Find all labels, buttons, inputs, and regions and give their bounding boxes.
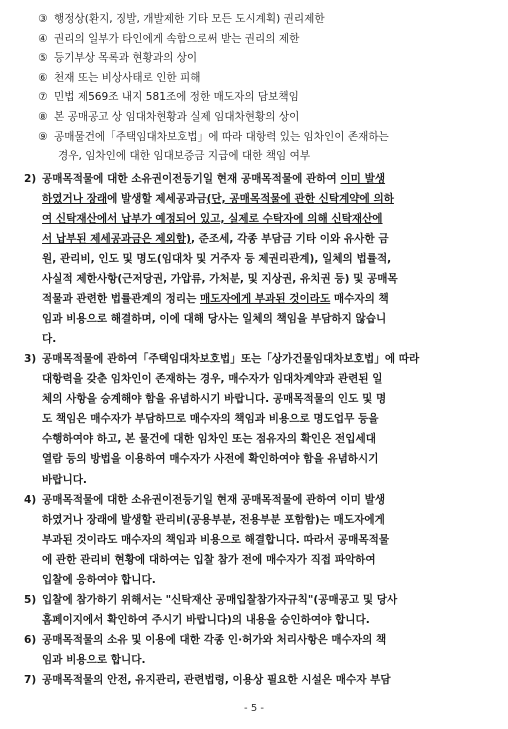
paragraph-6-line	[42, 650, 146, 670]
text-run: 임과 비용으로 합니다.	[42, 653, 146, 666]
item-text: 공매물건에「주택임대차보호법」에 따라 대항력 있는 임차인이 존재하는	[54, 130, 389, 143]
text-run: 공매목적물에 대한 소유권이전등기일 현재 공매목적물에 관하여 이미 발생	[42, 493, 386, 506]
paragraph-number: 2)	[24, 172, 37, 185]
paragraph-2-line: 원, 관리비, 인도 및 명도(임대차 및 거주자 등 제권리관계), 일체의 법률적,	[42, 253, 392, 265]
underlined-text: (단, 공매목적물에 관한 신탁계약에 의하	[206, 192, 394, 205]
item-number: ⑤	[38, 52, 48, 65]
item-text: 본 공매공고 상 임대차현황과 실제 임대차현황의 상이	[54, 111, 300, 123]
paragraph-5-line	[42, 610, 370, 630]
paragraph-4-line: 하였거나 장래에 발생할 관리비(공용부분, 전용부분 포함함)는 매도자에게	[42, 513, 385, 526]
text-run: 입찰에 참가하기 위해서는 "신탁재산 공매입찰참가자규칙"(공매공고 및 당사	[42, 593, 398, 606]
paragraph-5-line	[24, 590, 397, 610]
paragraph-number: 7)	[24, 674, 37, 686]
underlined-text: 여 신탁재산에서 납부가 예정되어 있고, 실제로 수탁자에 의해 신탁재산에	[42, 212, 383, 225]
item-text: 천재 또는 비상사태로 인한 피해	[54, 71, 201, 84]
underlined-text: 매도자에게 부과된 것이라도	[200, 293, 331, 306]
paragraph-2-line: 사실적 제한사항(근저당권, 가압류, 가처분, 및 지상권, 유치권 등) 및 공매목	[42, 273, 398, 285]
paragraph-3-line: 열람 등의 방법을 이용하여 매수자가 사전에 확인하여야 함을 유념하시기	[42, 453, 379, 466]
item-number: ⑦	[38, 91, 48, 104]
paragraph-number: 5)	[24, 593, 37, 606]
paragraph-7-line	[24, 670, 391, 690]
paragraph-3-line: 바랍니다.	[42, 473, 87, 486]
text-run: 공매목적물의 안전, 유지관리, 관련법령, 이용상 필요한 시설은 매수자 부담	[42, 674, 391, 686]
item-number: ⑨	[38, 130, 48, 143]
paragraph-2-line: 임과 비용으로 해결하며, 이에 대해 당사는 일체의 책임을 부담하지 않습니	[42, 313, 387, 326]
text-run: 적물과 관련한 법률관계의 정리는	[42, 293, 201, 306]
paragraph-3-line: 체의 사항을 승계해야 함을 유념하시기 바랍니다. 공매목적물의 인도 및 명	[42, 393, 387, 406]
text-run: 매수자의 책	[330, 293, 389, 306]
item-number: ③	[38, 13, 48, 25]
paragraph-6-line	[24, 630, 386, 650]
underlined-text: 하였거나 장래	[42, 192, 108, 205]
list-item-continuation: 경우, 임차인에 대한 임대보증금 지급에 대한 책임 여부	[58, 150, 311, 163]
paragraph-4-line: 에 관한 관리비 현황에 대하여는 입찰 참가 전에 매수자가 직접 파악하여	[42, 553, 376, 566]
text-run: 홈페이지에서 확인하여 주시기 바랍니다)의 내용을 승인하여야 합니다.	[42, 613, 370, 626]
text-run: , 준조세, 각종 부담금 기타 이와 유사한 금	[190, 232, 389, 245]
text-run: 공매목적물에 관하여「주택임대차보호법」또는「상가건물임대차보호법」에 따라	[42, 353, 420, 366]
item-text: 행정상(환지, 징발, 개발제한 기타 모든 도시계획) 권리제한	[54, 13, 325, 25]
item-number: ⑥	[38, 71, 48, 84]
paragraph-number: 4)	[24, 493, 37, 506]
text-run: 공매목적물의 소유 및 이용에 대한 각종 인·허가와 처리사항은 매수자의 책	[42, 633, 387, 646]
paragraph-number: 3)	[24, 353, 37, 366]
item-text: 권리의 일부가 타인에게 속함으로써 받는 권리의 제한	[54, 32, 300, 45]
text-run: 공매목적물에 대한 소유권이전등기일 현재 공매목적물에 관하여	[42, 172, 341, 185]
item-number: ⑧	[38, 111, 48, 123]
text-run: 에 발생할 제세공과금	[107, 192, 207, 205]
item-text: 등기부상 목록과 현황과의 상이	[54, 52, 198, 65]
paragraph-number: 6)	[24, 633, 37, 646]
item-text: 민법 제569조 내지 581조에 정한 매도자의 담보책임	[54, 91, 299, 104]
paragraph-4-line: 입찰에 응하여야 합니다.	[42, 573, 156, 586]
underlined-text: 서 납부된 제세공과금은 제외함)	[42, 232, 191, 245]
item-number: ④	[38, 32, 48, 45]
underlined-text: 이미 발생	[340, 172, 386, 185]
page-number: - 5 -	[244, 703, 264, 714]
paragraph-3-line: 대항력을 갖춘 임차인이 존재하는 경우, 매수자가 임대차계약과 관련된 일	[42, 373, 383, 386]
paragraph-3-line: 도 책임은 매수자가 부담하므로 매수자의 책임과 비용으로 명도업무 등을	[42, 413, 379, 426]
paragraph-2-line: 다.	[42, 333, 57, 346]
paragraph-4-line: 부과된 것이라도 매수자의 책임과 비용으로 해결합니다. 따라서 공매목적물	[42, 533, 390, 546]
paragraph-3-line: 수행하여야 하고, 본 물건에 대한 임차인 또는 점유자의 확인은 전입세대	[42, 433, 376, 446]
